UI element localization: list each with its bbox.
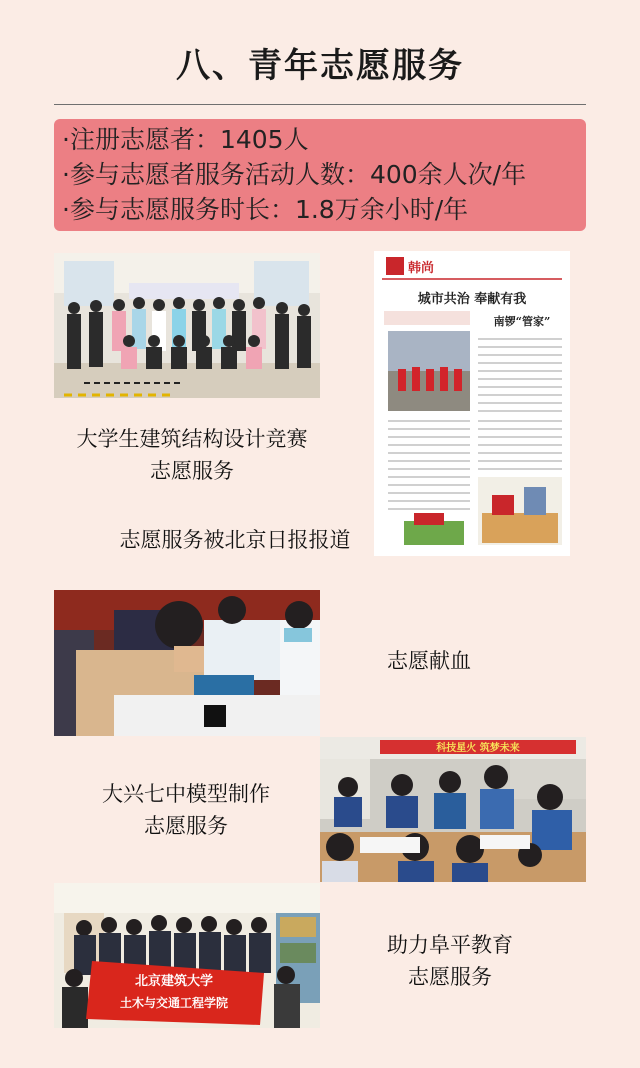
caption-competition: 大学生建筑结构设计竞赛 志愿服务 xyxy=(76,427,308,483)
caption-newspaper: 志愿服务被北京日报报道 xyxy=(119,528,351,552)
stat-service-hours: ·参与志愿服务时长：1.8万余小时/年 xyxy=(62,195,469,224)
caption-fuping: 助力阜平教育 志愿服务 xyxy=(387,933,513,989)
model-making-photo xyxy=(320,737,586,882)
caption-model: 大兴七中模型制作 志愿服务 xyxy=(102,782,270,838)
stat-registered-volunteers: ·注册志愿者：1405人 xyxy=(62,125,309,154)
competition-group-photo xyxy=(54,253,320,398)
classroom-banner-text: 科技星火 筑梦未来 xyxy=(436,743,520,754)
section-title: 八、青年志愿服务 xyxy=(176,46,464,86)
blood-donation-photo xyxy=(54,590,320,736)
newspaper-subtitle: 南锣“管家” xyxy=(493,315,551,328)
newspaper-clipping xyxy=(374,251,570,556)
banner-college-name: 土木与交通工程学院 xyxy=(119,996,229,1010)
caption-blood: 志愿献血 xyxy=(387,649,471,673)
stat-participants: ·参与志愿者服务活动人数：400余人次/年 xyxy=(62,160,527,189)
banner-school-name: 北京建筑大学 xyxy=(134,974,214,989)
fuping-education-photo xyxy=(54,883,320,1028)
stats-box xyxy=(54,119,586,231)
newspaper-section-mark: 韩尚 xyxy=(408,261,435,276)
newspaper-headline: 城市共治 奉献有我 xyxy=(417,292,527,307)
title-divider xyxy=(54,104,586,105)
